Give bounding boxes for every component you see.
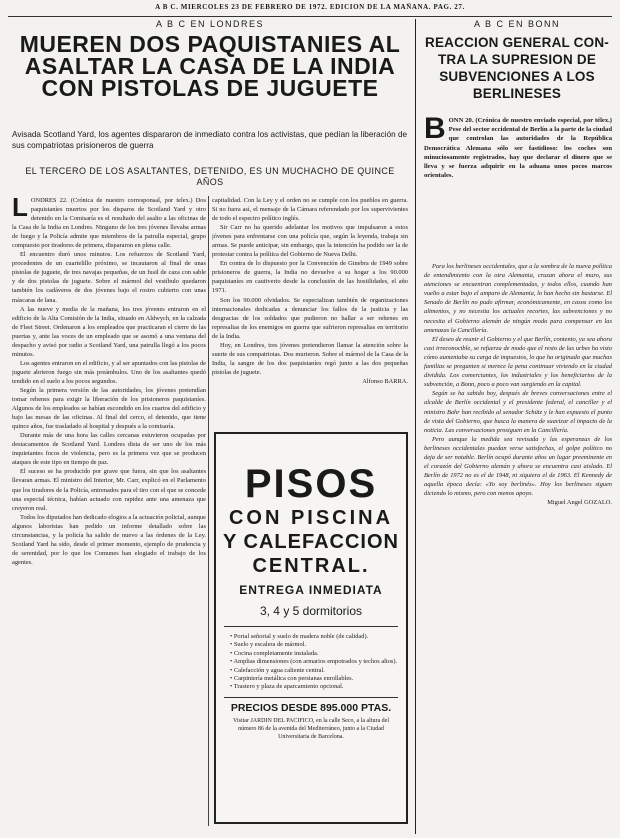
left-paragraph: Según la primera versión de las autoridades, los jóvenes pretendían tomar rehenes para exigir la liberación de los prisioneros paquistaníes. Algunos de los empleados se habían escondido en los cuartos del edificio y bajo las mesas de las oficinas. Al final del cerco, el detenido, que tiene quince años, fue trasladado al hospital y después a la comisaría. bbox=[12, 386, 206, 431]
right-headline-line: REACCION GENERAL CON- bbox=[425, 35, 609, 50]
right-headline bbox=[420, 34, 614, 108]
page-header: A B C. MIERCOLES 23 DE FEBRERO DE 1972. EDICION DE LA MAÑANA. PAG. 27. bbox=[8, 3, 612, 17]
dropcap-b: B bbox=[424, 116, 446, 145]
ad-feature: • Suelo y escalera de mármol. bbox=[230, 641, 398, 649]
column-divider bbox=[208, 196, 209, 826]
ad-footer: Visitar JARDIN DEL PACIFICO, en la calle Seco, a la altura del número 86 de la avenida del Mediterráneo, junto a la Ciudad Universitaria de Barcelona. bbox=[233, 717, 389, 740]
headline-line-3: CON PISTOLAS DE JUGUETE bbox=[41, 75, 379, 101]
right-headline-line: TRA LA SUPRESION DE bbox=[437, 52, 597, 67]
col2-paragraph: capitalidad. Con la Ley y el orden no se cumple con los pueblos en guerra. Si no fuera así, el mensaje de la Cámara referendado por los supervivientes de todo el espectro político inglés. bbox=[212, 197, 408, 223]
left-paragraph: El encuentro duró unos minutos. Los refuerzos de Scotland Yard, procedentes de un cuartelillo próximo, se incautaron al final de unas pistolas de juguete, de tres navajas pequeñas, de un fusil de caza con sable y de dos pistolas de juguete. Sobre el mármol del vestíbulo quedaron también los cadáveres de dos jóvenes bajo el rostro cubierto con unas máscaras de lana. bbox=[12, 251, 206, 304]
ad-dormitorios: 3, 4 y 5 dormitorios bbox=[259, 604, 363, 618]
col2-paragraph: En contra de lo dispuesto por la Convención de Ginebra de 1949 sobre prisioneros de guerra, la India no devuelve a su hogar a los 90.000 paquistaníes en cautiverio desde la conclusión de las hostilidades, el año 1971. bbox=[212, 260, 408, 295]
left-subhead: EL TERCERO DE LOS ASALTANTES, DETENIDO, ES UN MUCHACHO DE QUINCE AÑOS bbox=[25, 166, 395, 187]
right-lead-text: ONN 20. (Crónica de nuestro enviado especial, por télex.) Pese del sector occidental de Berlín a la parte de la ciudad que controlan las autoridades de la República Democrática Alemana sólo ser fastidioso: los coches son minuciosamente registrados, hay que declarar el dinero que se lleva y se fuerza adquirir en la aduana unos pocos marcos orientales. bbox=[424, 117, 612, 180]
left-first-paragraph: ONDRES 22. (Crónica de nuestro corresponsal, por telex.) Dos paquistaníes muertos por los disparos de Scotland Yard y otro detenido en la Comisaría es el resultado del asalto a las oficinas de la Casa de la India en Londres. Ninguno de los tres jóvenes llevaba armas de fuego y la Policía admite que miembros de la patrulla especial, grupo compuesto por tiradores de primera, dispararon en plena calle. bbox=[12, 197, 206, 250]
headline-line-2: ASALTAR LA CASA DE LA INDIA bbox=[24, 53, 396, 79]
ad-feature: • Carpintería metálica con persianas enrollables. bbox=[230, 675, 398, 683]
right-paragraph: Según se ha sabido hoy, después de breves conversaciones entre el alcalde de Berlín occidental y el presidente federal, el canciller y el ministro Bahr han recibido al senador Schütz y le han expuesto el punto de vista del Gobierno, que busca la manera de suavizar el impacto de la noticia. Las conversaciones prosiguen en la Cancillería. bbox=[424, 390, 612, 434]
left-paragraph: Los agentes entraron en el edificio, y al ser apuntados con las pistolas de juguete abrieron fuego sin más preámbulos. Uno de los asaltantes quedó tendido en el suelo a los pocos segundos. bbox=[12, 359, 206, 385]
left-paragraph: Todos los diputados han dedicado elogios a la actuación policial, aunque algunos laboristas han pedido un informe detallado sobre las circunstancias, y la policía ha salido de nuevo a las órdenes de la Ley. Scotland Yard ha sido, desde el primer momento, ejemplo de prudencia y de serenidad, por lo que los Comunes han elogiado el trabajo de los agentes. bbox=[12, 513, 206, 566]
left-column-1 bbox=[12, 196, 206, 830]
right-paragraph: Para los berlineses occidentales, que a la sombra de la nueva política de entendimiento con la otra Alemania, cruzan ahora el muro, sus atenciones se encuentran complementadas, y todos ellos, cuando han vuelto a estar bajo el amparo de Alemania, lo han hecho sin bastarse. El Senado de Berlín no pudo afirmar, económicamente, en casos como los alimentos, y no necesita los actuales recortes, las subvenciones y no necesita el Gobierno alemán de ningún modo para compensar en las amenazas la Cancillería. bbox=[424, 263, 612, 334]
left-paragraph: El suceso se ha producido por grave que fuera, sin que los asaltantes llevaran armas. El ministro del Interior, Mr. Carr, explicó en el Parlamento que los tiradores de la Policía, entrenados para el tiro con el que se concede una especial técnica, habían actuado con rapidez ante una amenaza que creyeron real. bbox=[12, 468, 206, 512]
ad-price: PRECIOS DESDE 895.000 PTAS. bbox=[230, 701, 392, 714]
ad-feature: • Amplias dimensiones (con armarios empotrados y techos altos). bbox=[230, 658, 398, 666]
ad-feature: • Portal señorial y suelo de madera noble (de calidad). bbox=[230, 633, 398, 641]
headline-line-1: MUEREN DOS PAQUISTANIES AL bbox=[19, 33, 401, 57]
right-lead bbox=[424, 116, 612, 256]
ad-feature: • Cocina completamente instalada. bbox=[230, 650, 398, 658]
col2-paragraph: Sir Carr no ha querido adelantar los motivos que impulsaron a estos jóvenes para enfrentarse con una policía que, según la leyenda, trabaja sin armas. Se puede anticipar, sin embargo, que la intención ha podido ser la de protestar contra la política del Gobierno de Nueva Delhi. bbox=[212, 224, 408, 259]
right-byline: Miguel Angel GOZALO. bbox=[547, 499, 612, 507]
left-paragraph: Durante más de una hora las calles cercanas estuvieron ocupadas por destacamentos de Scotland Yard. Londres dista de ser uno de los más inquietantes focos de violencia, pero es la primera vez que se producen ataques de este tipo en tiempo de paz. bbox=[12, 432, 206, 467]
section-label-bonn: A B C EN BONN bbox=[473, 19, 560, 29]
ad-central: CENTRAL. bbox=[252, 555, 370, 577]
ad-feature: • Trastero y plaza de aparcamiento opcional. bbox=[230, 683, 398, 691]
dropcap-l: L bbox=[12, 196, 28, 222]
page-column-divider bbox=[415, 19, 416, 834]
col2-paragraph: Hoy, en Londres, tres jóvenes pretendieron llamar la atención sobre la suerte de sus compatriotas. Dos murieron. Sobre el mármol de la Casa de la India, la sangre de los dos paquistaníes regó junto a las dos pequeñas pistolas de juguete. bbox=[212, 341, 408, 376]
col2-paragraph: Son los 90.000 olvidados. Se especializan también de organizaciones internacionales dedicadas a denunciar los fallos de la justicia y las desgracias de los soldados que pudieron no hallar a ser rehenes en represalias de los enemigos en guerra que sufrieron represalias en territorio de la India. bbox=[212, 296, 408, 340]
right-headline-line: BERLINESES bbox=[472, 86, 562, 101]
right-paragraph: Pero aunque la medida sea revisada y las esperanzas de los berlineses occidentales puedan verse satisfechas, el golpe político no deja de ser notable. Berlín ocupó durante años un lugar preeminente en el corazón del Gobierno alemán y ahora se encuentra casi aislado. El Berlín de 1972 no es el de 1948, ni siquiera el de 1963. El Kennedy de aquella época decía: «Yo soy berlinés». Hoy los berlineses siguen diciendo lo mismo, pero con menos apoyo. bbox=[424, 435, 612, 498]
ad-calefaccion: Y CALEFACCION bbox=[223, 531, 399, 553]
right-paragraph: El deseo de reunir el Gobierno y el que Berlín, contento, ya sea ahora casi irreconocible, se refuerza de modo que el resto de las urbes ha visto cómo aumentaba su carga de impuestos, lo que ha originado que muchas familias se pregunten si merece la pena continuar viviendo en la ciudad dividida. Los comerciantes, los industriales y los beneficiarios de la subvención, a Bonn, poco a poco van surgiendo en la capital. bbox=[424, 335, 612, 389]
section-label-london: A B C EN LONDRES bbox=[155, 19, 265, 29]
ad-feature: • Calefacción y agua caliente central. bbox=[230, 667, 398, 675]
right-headline-line: SUBVENCIONES A LOS bbox=[439, 69, 595, 84]
left-paragraph: A las nueve y media de la mañana, los tres jóvenes entraron en el edificio de la Alta Comisión de la India, situado en Aldwych, en la calzada de Fleet Street. Ordenaron a los empleados que practicaran el cierre de las puertas y, ante las voces de un empleado que se asomó a una ventana del despacho y avisó por radio a Scotland Yard, una patrulla llegó a los pocos minutos. bbox=[12, 305, 206, 358]
ad-entrega: ENTREGA INMEDIATA bbox=[239, 583, 383, 597]
ad-piscina: CON PISCINA bbox=[228, 507, 394, 529]
right-column-body bbox=[424, 262, 612, 832]
left-column-2 bbox=[212, 196, 408, 408]
left-byline: Alfonso BARRA. bbox=[362, 377, 408, 385]
left-headline bbox=[8, 33, 412, 103]
ad-features bbox=[216, 627, 406, 692]
ad-pisos: PISOS bbox=[244, 462, 378, 506]
left-lead: Avisada Scotland Yard, los agentes dispararon de inmediato contra los activistas, que pedían la liberación de sus compatriotas prisioneros de guerra bbox=[12, 130, 408, 150]
real-estate-ad bbox=[214, 432, 408, 824]
